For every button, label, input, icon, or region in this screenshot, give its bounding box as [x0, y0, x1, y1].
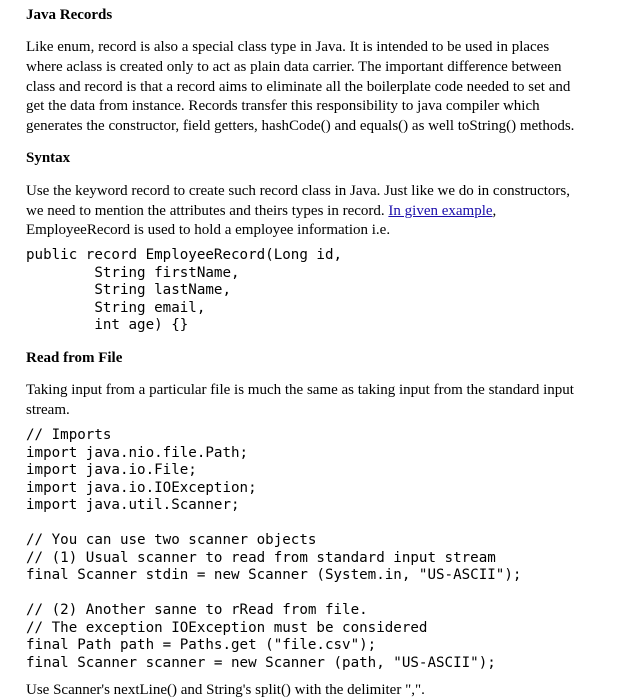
- syntax-line-3: EmployeeRecord is used to hold a employee information i.e.: [26, 222, 391, 238]
- code-block-imports: // Imports import java.nio.file.Path; import java.io.File; import java.io.IOException; import java.util.Scanner;: [26, 427, 257, 514]
- intro-line-5: generates the constructor, field getters, hashCode() and equals() as well toString() methods.: [26, 118, 575, 134]
- code-block-record: public record EmployeeRecord(Long id, String firstName, String lastName, String email, int age) {}: [26, 247, 343, 334]
- given-example-link[interactable]: In given example: [388, 203, 493, 219]
- code-block-scanner-file: // (2) Another sanne to rRead from file. // The exception IOException must be considered final Path path = Paths.get ("file.csv"); final Scanner scanner = new Scanner (path, "US-ASCII");: [26, 602, 496, 671]
- heading-java-records: Java Records: [26, 7, 113, 23]
- intro-line-3: class and record is that a record aims to eliminate all the boilerplate code needed to set and: [26, 79, 571, 95]
- read-line-1: Taking input from a particular file is much the same as taking input from the standard input: [26, 382, 574, 398]
- intro-line-4: get the data from instance. Records transfer this responsibility to java compiler which: [26, 98, 540, 114]
- intro-line-1: Like enum, record is also a special class type in Java. It is intended to be used in places: [26, 39, 550, 55]
- code-block-scanner-stdin: // You can use two scanner objects // (1) Usual scanner to read from standard input stream final Scanner stdin = new Scanner (System.in, "US-ASCII");: [26, 532, 522, 584]
- intro-line-2: where aclass is created only to act as plain data carrier. The important difference between: [26, 59, 562, 75]
- footer-line: Use Scanner's nextLine() and String's split() with the delimiter ",".: [26, 682, 425, 698]
- heading-syntax: Syntax: [26, 150, 71, 166]
- syntax-line-2: [26, 201, 616, 221]
- syntax-line-2-text: we need to mention the attributes and theirs types in record.: [26, 203, 389, 219]
- heading-read-from-file: Read from File: [26, 350, 123, 366]
- syntax-line-1: Use the keyword record to create such record class in Java. Just like we do in constructors,: [26, 183, 570, 199]
- read-line-2: stream.: [26, 402, 70, 418]
- syntax-line-2-comma: ,: [492, 203, 497, 219]
